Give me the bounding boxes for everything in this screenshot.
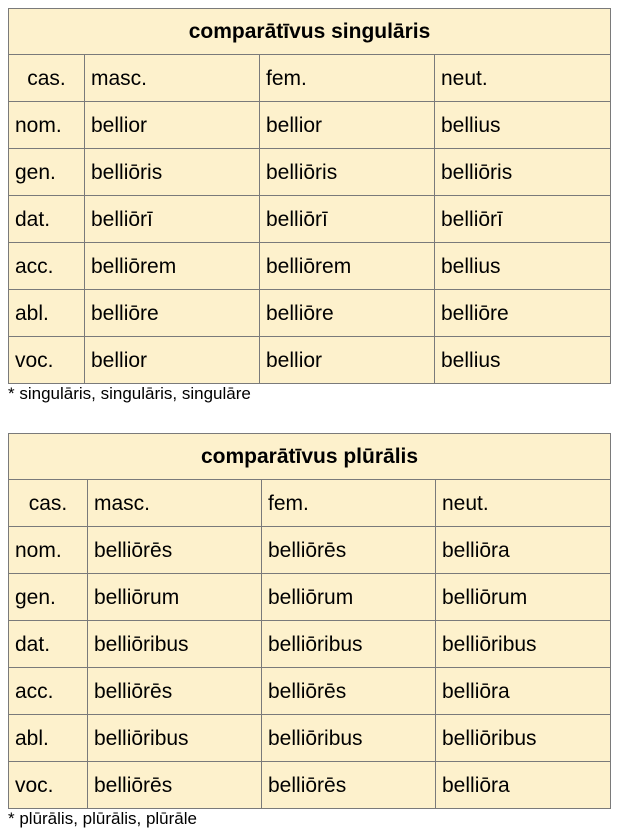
column-header-neuter: neut. (436, 480, 611, 527)
form-cell: belliōrī (435, 196, 611, 243)
form-cell: belliōrēs (262, 527, 436, 574)
form-cell: belliōrēs (262, 668, 436, 715)
form-cell: belliōrī (260, 196, 435, 243)
case-label: voc. (9, 337, 85, 384)
form-cell: belliōrum (88, 574, 262, 621)
table-row (9, 149, 611, 196)
form-cell: bellius (435, 243, 611, 290)
form-cell: belliōra (436, 668, 611, 715)
table-row (9, 527, 611, 574)
table-row (9, 243, 611, 290)
column-header-feminine: fem. (260, 55, 435, 102)
form-cell: bellius (435, 102, 611, 149)
table-title-row (9, 9, 611, 55)
form-cell: belliōrum (262, 574, 436, 621)
form-cell: belliōribus (262, 621, 436, 668)
form-cell: belliōris (435, 149, 611, 196)
form-cell: belliōrēs (88, 668, 262, 715)
case-label: gen. (9, 149, 85, 196)
table-header-row (9, 55, 611, 102)
form-cell: belliōrēs (262, 762, 436, 809)
form-cell: belliōrēs (88, 762, 262, 809)
form-cell: belliōribus (88, 715, 262, 762)
case-label: gen. (9, 574, 88, 621)
form-cell: belliōra (436, 527, 611, 574)
column-header-masculine: masc. (88, 480, 262, 527)
case-label: abl. (9, 290, 85, 337)
form-cell: belliōrēs (88, 527, 262, 574)
form-cell: belliōrem (85, 243, 260, 290)
column-header-case: cas. (9, 55, 85, 102)
table-row (9, 102, 611, 149)
form-cell: belliōrī (85, 196, 260, 243)
table-row (9, 621, 611, 668)
case-label: nom. (9, 102, 85, 149)
table-header-row (9, 480, 611, 527)
column-header-neuter: neut. (435, 55, 611, 102)
form-cell: belliōra (436, 762, 611, 809)
form-cell: belliōribus (436, 621, 611, 668)
form-cell: belliōre (85, 290, 260, 337)
form-cell: belliōrem (260, 243, 435, 290)
table-title: comparātīvus plūrālis (9, 434, 611, 480)
column-header-case: cas. (9, 480, 88, 527)
form-cell: bellius (435, 337, 611, 384)
form-cell: bellior (260, 337, 435, 384)
form-cell: belliōrum (436, 574, 611, 621)
form-cell: belliōribus (262, 715, 436, 762)
case-label: nom. (9, 527, 88, 574)
table-row (9, 762, 611, 809)
form-cell: belliōribus (88, 621, 262, 668)
form-cell: bellior (260, 102, 435, 149)
table-title-row (9, 434, 611, 480)
case-label: abl. (9, 715, 88, 762)
plural-footnote: * plūrālis, plūrālis, plūrāle (8, 809, 197, 828)
table-row (9, 715, 611, 762)
form-cell: bellior (85, 337, 260, 384)
column-header-feminine: fem. (262, 480, 436, 527)
table-row (9, 290, 611, 337)
form-cell: belliōris (260, 149, 435, 196)
table-row (9, 337, 611, 384)
singular-declension-table (8, 8, 611, 384)
form-cell: bellior (85, 102, 260, 149)
case-label: dat. (9, 196, 85, 243)
case-label: acc. (9, 668, 88, 715)
form-cell: belliōris (85, 149, 260, 196)
case-label: acc. (9, 243, 85, 290)
column-header-masculine: masc. (85, 55, 260, 102)
table-row (9, 574, 611, 621)
form-cell: belliōre (260, 290, 435, 337)
singular-footnote: * singulāris, singulāris, singulāre (8, 384, 251, 403)
case-label: dat. (9, 621, 88, 668)
table-title: comparātīvus singulāris (9, 9, 611, 55)
table-row (9, 196, 611, 243)
form-cell: belliōre (435, 290, 611, 337)
plural-declension-table (8, 433, 611, 809)
case-label: voc. (9, 762, 88, 809)
table-row (9, 668, 611, 715)
form-cell: belliōribus (436, 715, 611, 762)
